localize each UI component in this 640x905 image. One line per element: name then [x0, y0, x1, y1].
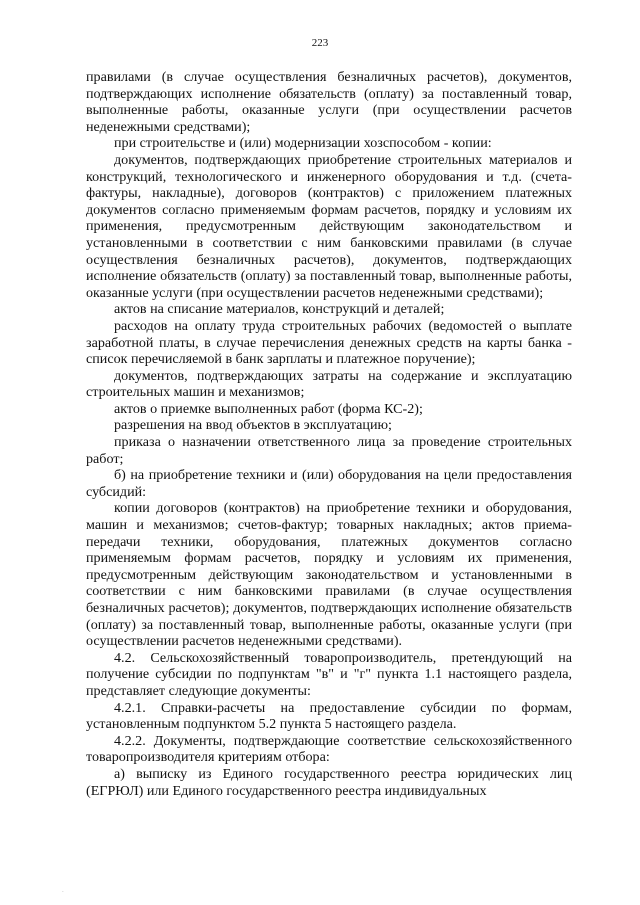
paragraph: 4.2. Сельскохозяйственный товаропроизводитель, претендующий на получение субсидии по подпунктам "в" и "г" пункта 1.1 настоящего раздела, представляет следующие документы: [86, 649, 572, 699]
paragraph: правилами (в случае осуществления безналичных расчетов), документов, подтверждающих исполнение обязательств (оплату) за поставленный товар, выполненные работы, оказанные услуги (при осуществлении расчетов неденежными средствами); [86, 69, 572, 135]
paragraph: 4.2.2. Документы, подтверждающие соответствие сельскохозяйственного товаропроизводителя критериям отбора: [86, 732, 572, 766]
paragraph: актов на списание материалов, конструкций и деталей; [114, 301, 445, 318]
scan-mark: . [62, 886, 64, 894]
paragraph: приказа о назначении ответственного лица за проведение строительных работ; [86, 434, 572, 467]
paragraph: а) выписку из Единого государственного реестра юридических лиц (ЕГРЮЛ) или Единого государственного реестра индивидуальных [86, 765, 572, 799]
paragraph: актов о приемке выполненных работ (форма КС-2); [114, 400, 423, 417]
document-body [86, 69, 572, 799]
paragraph: 4.2.1. Справки-расчеты на предоставление субсидии по формам, установленным подпунктом 5.2 пункта 5 настоящего раздела. [86, 699, 572, 733]
paragraph: документов, подтверждающих приобретение строительных материалов и конструкций, технологического и инженерного оборудования и т.д. (счета-фактуры, накладные), договоров (контрактов) с приложением платежных документов согласно применяемым формам расчетов, порядку и условиям их применения, предусмотренным действующим законодательством и установленными в соответствии с ним банковскими правилами (в случае осуществления безналичных расчетов), документов, подтверждающих исполнение обязательств (оплату) за поставленный товар, выполненные работы, оказанные услуги (при осуществлении расчетов неденежными средствами); [86, 151, 572, 301]
paragraph: копии договоров (контрактов) на приобретение техники и оборудования, машин и механизмов; счетов-фактур; товарных накладных; актов приема-передачи техники, оборудования, платежных документов согласно применяемым формам расчетов, порядку и условиям их применения, предусмотренным действующим законодательством и установленными в соответствии с ним банковскими правилами (в случае осуществления безналичных расчетов); документов, подтверждающих исполнение обязательств (оплату) за поставленный товар, выполненные работы, оказанные услуги (при осуществлении расчетов неденежными средствами). [86, 500, 572, 650]
page-number: 223 [311, 37, 329, 49]
paragraph: расходов на оплату труда строительных рабочих (ведомостей о выплате заработной платы, в случае перечисления денежных средств на карты банка - список перечисляемой в банк зарплаты и платежное поручение); [86, 317, 572, 368]
paragraph: разрешения на ввод объектов в эксплуатацию; [114, 417, 392, 434]
paragraph: при строительстве и (или) модернизации хозспособом - копии: [114, 135, 492, 152]
paragraph: документов, подтверждающих затраты на содержание и эксплуатацию строительных машин и механизмов; [86, 367, 572, 401]
paragraph: б) на приобретение техники и (или) оборудования на цели предоставления субсидий: [86, 467, 572, 500]
